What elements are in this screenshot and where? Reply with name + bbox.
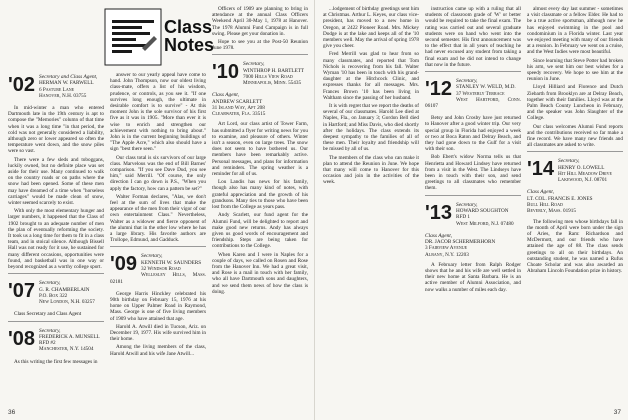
secretary-title: Secretary, — [141, 253, 163, 260]
class-agent-13 — [425, 233, 521, 258]
right-column-3 — [527, 6, 623, 276]
paragraph: Among the living members of the class, Harold Atwill and his wife Jane Atwill... — [110, 344, 206, 357]
paragraph: In mid-winter a man who entered Dartmouth late in the 19th century is apt to compose the "Memories" column of that time when it was a long time "in that period, the cold was not generally considered a liability, although zero or lower appeared so often the temperature went down, and the snow piles were so vast. — [8, 105, 104, 155]
paragraph: When Karen and I were in Naples for a couple of days, we called on Rosen and Rose from the Hanover Inn. We had a great visit, and Rose is a mail in touch with her family, who all have Dartmouth sons and daughters, and we send them news of how the class is doing. — [212, 251, 308, 295]
paragraph: The following men whose birthdays fall in the month of April were born under the sign of Aries, the Ram: Richardson and McDermott, and our friends who have attained the age of 88. The class sends greetings to all on their birthdays. An outstanding student, he was named a Rufus Choate Scholar and was also awarded an Abraham Lincoln Foundation prize in history. — [527, 218, 623, 275]
left-column-2 — [110, 72, 206, 359]
secretary-title: Secretary, — [39, 280, 61, 287]
class-entry-13 — [425, 202, 521, 227]
secretary-name: KENNETH W. SAUNDERS — [141, 259, 202, 266]
agent-name: ANDREW SCARLETT — [212, 98, 263, 105]
paragraph: Hope to see you at the Post-50 Reunion June 1978. — [212, 39, 308, 52]
secretary-name: WINTHROP H. BARTLETT — [243, 67, 305, 74]
address-line: West Hartford, Conn. 06107 — [425, 96, 521, 110]
paragraph: Lloyd Hilliard and Florence and Dutch Ziebarth from Brooklyn are at Delray Beach, together with their families. Lloyd was at the Palm Beach County Luncheon in February, and the speaker was John Slaughter of the College. — [527, 84, 623, 122]
class-year: '12 — [425, 78, 453, 101]
address-line: Manchester, N.Y. 14504 — [39, 346, 94, 353]
paragraph: A February letter from Ralph Rodger shows that he and his wife are well settled in their new home at Santa Barbara. He is an active member of Alumni Association, and now walks a number of miles each day. — [425, 261, 521, 293]
class-entry-07 — [8, 280, 104, 305]
paragraph: Fred Merrill was glad to hear from so many classmates, and reported that Tom Nichols is recovering from his fall. Walter Wyman '10 has been in touch with his grand-daughter at the Hitchcock Clinic, and expresses thanks for all messages. Mrs. Frances Brown '10 has been living in Waltham since the passing of her husband. — [323, 51, 419, 101]
paragraph: almost every day last summer - sometimes a visit classmate or a fellow Elder. He had to be a true active sportsman, although now he has enjoyed swimming in the pool and condominium in a Florida winter. Last year we enjoyed meeting with many of our friends at a reunion. In February we went on a cruise, and the West Indies were most beautiful. — [527, 6, 623, 56]
class-year: '13 — [425, 201, 453, 224]
paragraph: Lou Landis has news for his family, though also has many kind of notes, with grateful appreciation and the growth of his grandsons. Many ties to those who have been lost from the College as years pass. — [212, 179, 308, 211]
secretary-name: STANLEY W. WELD, M.D. — [456, 84, 516, 91]
class-year: '02 — [8, 74, 36, 96]
secretary-title: Secretary, — [456, 78, 478, 85]
paragraph: Walter Forman declares, "Alas, we don't feel at the sum of lives that make the appearance of the men from their vigor of our own entertainment Class." Nevertheless, Walter as a widower and fierce opponent of the alumni that in the other low where he has a large library. His favorite authors are Trollope, Edmund, and Gadduck. — [110, 193, 206, 244]
address-line: Lakewood, N.J. 08701 — [558, 177, 608, 184]
class-year: '10 — [212, 61, 240, 84]
paragraph: answer to our yearly appeal have come to hand. John Thompson, now our oldest living class-mate, offers a list of his wisdom, prudence, or controls, as you see it. "If one survives long enough, the ultimate in desirable comfort is to survive" - At this moment John is the sole survivor of his first five as it was in 1905. "More than ever it is wise to enrich and strengthen our achievement with nothing to bring about." John is in the current beginning buildings of "The Apple Acre," which also should have a sign "best there seen." — [110, 72, 206, 153]
address-line: RFD #2 — [39, 340, 56, 347]
address-line: 7000 Hills View Road — [243, 74, 293, 81]
paragraph: ...lodgement of birthday greetings sent him at Christmas. Arthur L. Keyes, our class vice-president, has moved to a new home in Oregon, at 2422 Pioneer Road. Mrs. Mickey Dodge is at the lake and keeps all of the '10 members well. May the arrival of spring 1978 give you cheer. — [323, 6, 419, 50]
address-line: Hanover, N.H. 03755 — [39, 92, 87, 99]
paragraph: instruction came up with a ruling that all students of classroom grade of 'W' or better would be required to take the final exam. The rating was carried out and several graduate students were on hand who went into the second semester. His first announcement was to the effect that in all years of teaching he had never excused any student from taking a final exam and he did not intend to change that now in the future. — [425, 6, 521, 68]
agent-name: LT. COL. FRANCIS E. JONES — [527, 195, 593, 202]
secretary-name: HENRY O. LOWELL — [558, 164, 605, 171]
address-line: 31 Island Way, Apt 208 — [212, 105, 265, 112]
class-entry-10 — [212, 61, 308, 86]
class-entry-14 — [527, 158, 623, 183]
address-line: West Milford, N.J. 07480 — [456, 220, 514, 227]
agent-name: DR. JACOB SCHERMERHORN — [425, 239, 496, 246]
address-line: Beverly, Mass. 01915 — [527, 208, 576, 215]
paragraph: Bob Ebert's widow Norma tells us that Henrietta and Howard Lindsey have returned from a visit in the West. The Lindseys have been in touch with their son, and send greetings to all classmates who remember them. — [425, 154, 521, 192]
address-line: 6 Pasture Lane — [39, 86, 75, 93]
page-number: 36 — [8, 409, 16, 416]
class-notes-logo-icon — [104, 8, 162, 66]
secretary-title: Secretary, — [39, 327, 61, 334]
agent-title: Class Agent, — [425, 232, 453, 239]
paragraph: With only the most elementary hunger and larger numbers, it happened that the Class of 1902 brought to an adequate number of men the plan of eventually reforming the society. It took us a long time for them to fit in a class team, and in stoical silence. Although Bissell Hall was not ready for it use, he sustained for many different occasions, opportunities were found, and basketball was in one way or beyond recognized as a worthy college sport. — [8, 208, 104, 271]
address-line: Clearwater, Fla. 33515 — [212, 111, 266, 118]
class-entry-09 — [110, 253, 206, 284]
address-line: Hit Hill Meadow Drive — [558, 171, 612, 178]
secretary-title: Secretary and Class Agent, — [39, 74, 98, 80]
address-line: RFD 1 — [456, 214, 470, 221]
right-page — [314, 0, 628, 420]
agent-title: Class Agent, — [527, 189, 555, 196]
paragraph: Andy Scarlett, our fund agent for the Alumni Fund, will be delighted to report and make good new returns. Andy has always given us good words of encouragement and friendship. Steps are being taken for contributions to the College. — [212, 212, 308, 250]
paragraph: Class Secretary and Class Agent — [14, 311, 82, 318]
class-entry-08 — [8, 328, 104, 353]
paragraph: The members of the class who can make it plan to attend the Reunion in June. We hope that many will come to Hanover for this occasion and join in the activities of the week. — [323, 154, 419, 186]
class-agent-14 — [527, 189, 623, 214]
secretary-name: HERMAN W. FARWELL — [39, 80, 94, 87]
left-column-3 — [212, 6, 308, 297]
paragraph: As this writing the first few messages in — [14, 358, 98, 365]
paragraph: Since learning that Steve Potter had broken his arm, we sent him our best wishes for a speedy recovery. We hope to see him at the reunion in June. — [527, 57, 623, 83]
agent-title: Class Agent, — [212, 92, 240, 99]
address-line: Albany, N.Y. 12203 — [425, 251, 469, 258]
section-title — [164, 18, 214, 54]
paragraph: Harold A. Atwill died in Tucson, Ariz. on December 19, 1977. His wife survived him in their home. — [110, 323, 206, 343]
address-line: P.O. Box 322 — [39, 292, 68, 299]
paragraph: George Harris Hinckley celebrated his 90th birthday on February 15, 1976 at his home on Upper Palmer Road in Raymond, Mass. George is one of five living members of 1909 who have attained that age. — [110, 290, 206, 322]
secretary-title: Secretary, — [456, 201, 478, 208]
right-column-1 — [323, 6, 419, 188]
address-line: 32 Windsor Road — [141, 266, 181, 273]
class-year: '07 — [8, 280, 36, 303]
paragraph: Our class total is six survivors of our large class. Marvelous was the end of Bill Barnes' comparison. "If you see Dave Dud, you see him," said Merrill. "Of course, the only direction I can go down is P.S., "When you apply the factory, how can a pattern be set?" — [110, 154, 206, 192]
secretary-name: FREDERICK A. MUNSELL — [39, 333, 100, 340]
class-entry-12 — [425, 78, 521, 109]
right-column-2 — [425, 6, 521, 295]
class-entry-02 — [8, 74, 104, 99]
secretary-title: Secretary, — [243, 61, 265, 68]
section-title-line: Class — [164, 17, 213, 37]
secretary-title: Secretary, — [558, 158, 580, 165]
class-agent-10 — [212, 92, 308, 117]
address-line: New London, N.H. 03257 — [39, 299, 95, 306]
paragraph: Betsy and John Crosby have just returned to Hanover after a good winter trip. Our very special group in Florida had enjoyed a week or two at Boca Raton and Delray Beach, and they had gone down to the Gulf for a visit with their son. — [425, 115, 521, 153]
paragraph: It is with regret that we report the deaths of several of our classmates. Harold Lee died at Naples, Fla., on January 3; Gordon Bell died in Hartford; and Miss Davis, who died shortly after the holidays. The class extends its deepest sympathy to the families of all of these men. Their loyalty and friendship will be missed by all of us. — [323, 103, 419, 153]
class-year: '08 — [8, 327, 36, 350]
address-line: Minneapolis, Minn. 55435 — [243, 80, 302, 87]
address-line: 37 Westerly Terrace — [456, 90, 505, 97]
paragraph: Officers of 1909 are planning to bring in attendance at the annual Class Officers Weekend April 30-May 1, 1978 at Hanover. The 1978 Alumni Fund Campaign is in full swing. Please get your donation in. — [212, 6, 308, 37]
address-line: Wellesley Hills, Mass. 02181 — [110, 272, 206, 285]
class-year: '09 — [110, 253, 138, 276]
paragraph: Art Lord, our class artist of Tower Farm, has submitted a flyer for writing news for you to examine, and pleasure of others. Winter isn't a season, even on large trees. The snow does not seem to have bothered us. Our members have been remarkably active. Personal messages, and plans for information and reminders. The spring weather is a reminder for all of us. — [212, 121, 308, 178]
page-number: 37 — [613, 409, 621, 416]
left-column-1 — [8, 6, 104, 367]
class-year: '14 — [527, 158, 555, 181]
secretary-name: G. R. CHAMBERLAIN — [39, 286, 90, 293]
paragraph: There were a few sleds and toboggans, luckily owned, but no definite place was set aside for their use. Many continued to walk on the country roads or on paths where the snow had been opened. Some of these men may have dreamed of a time when "horseless carriages" would be made clean of snow, winter seemed scarcely to exist. — [8, 156, 104, 207]
address-line: Bull Hill Road — [527, 202, 563, 209]
secretary-name: HOWARD SOUGHTON — [456, 208, 509, 215]
section-title-line: Notes — [164, 35, 215, 55]
paragraph: Our class welcomes Alumni Fund reports and the contributions received so far make a fine record. We have many new friends and all classmates are asked to write. — [527, 123, 623, 149]
address-line: 3 Fairview Avenue — [425, 245, 468, 252]
